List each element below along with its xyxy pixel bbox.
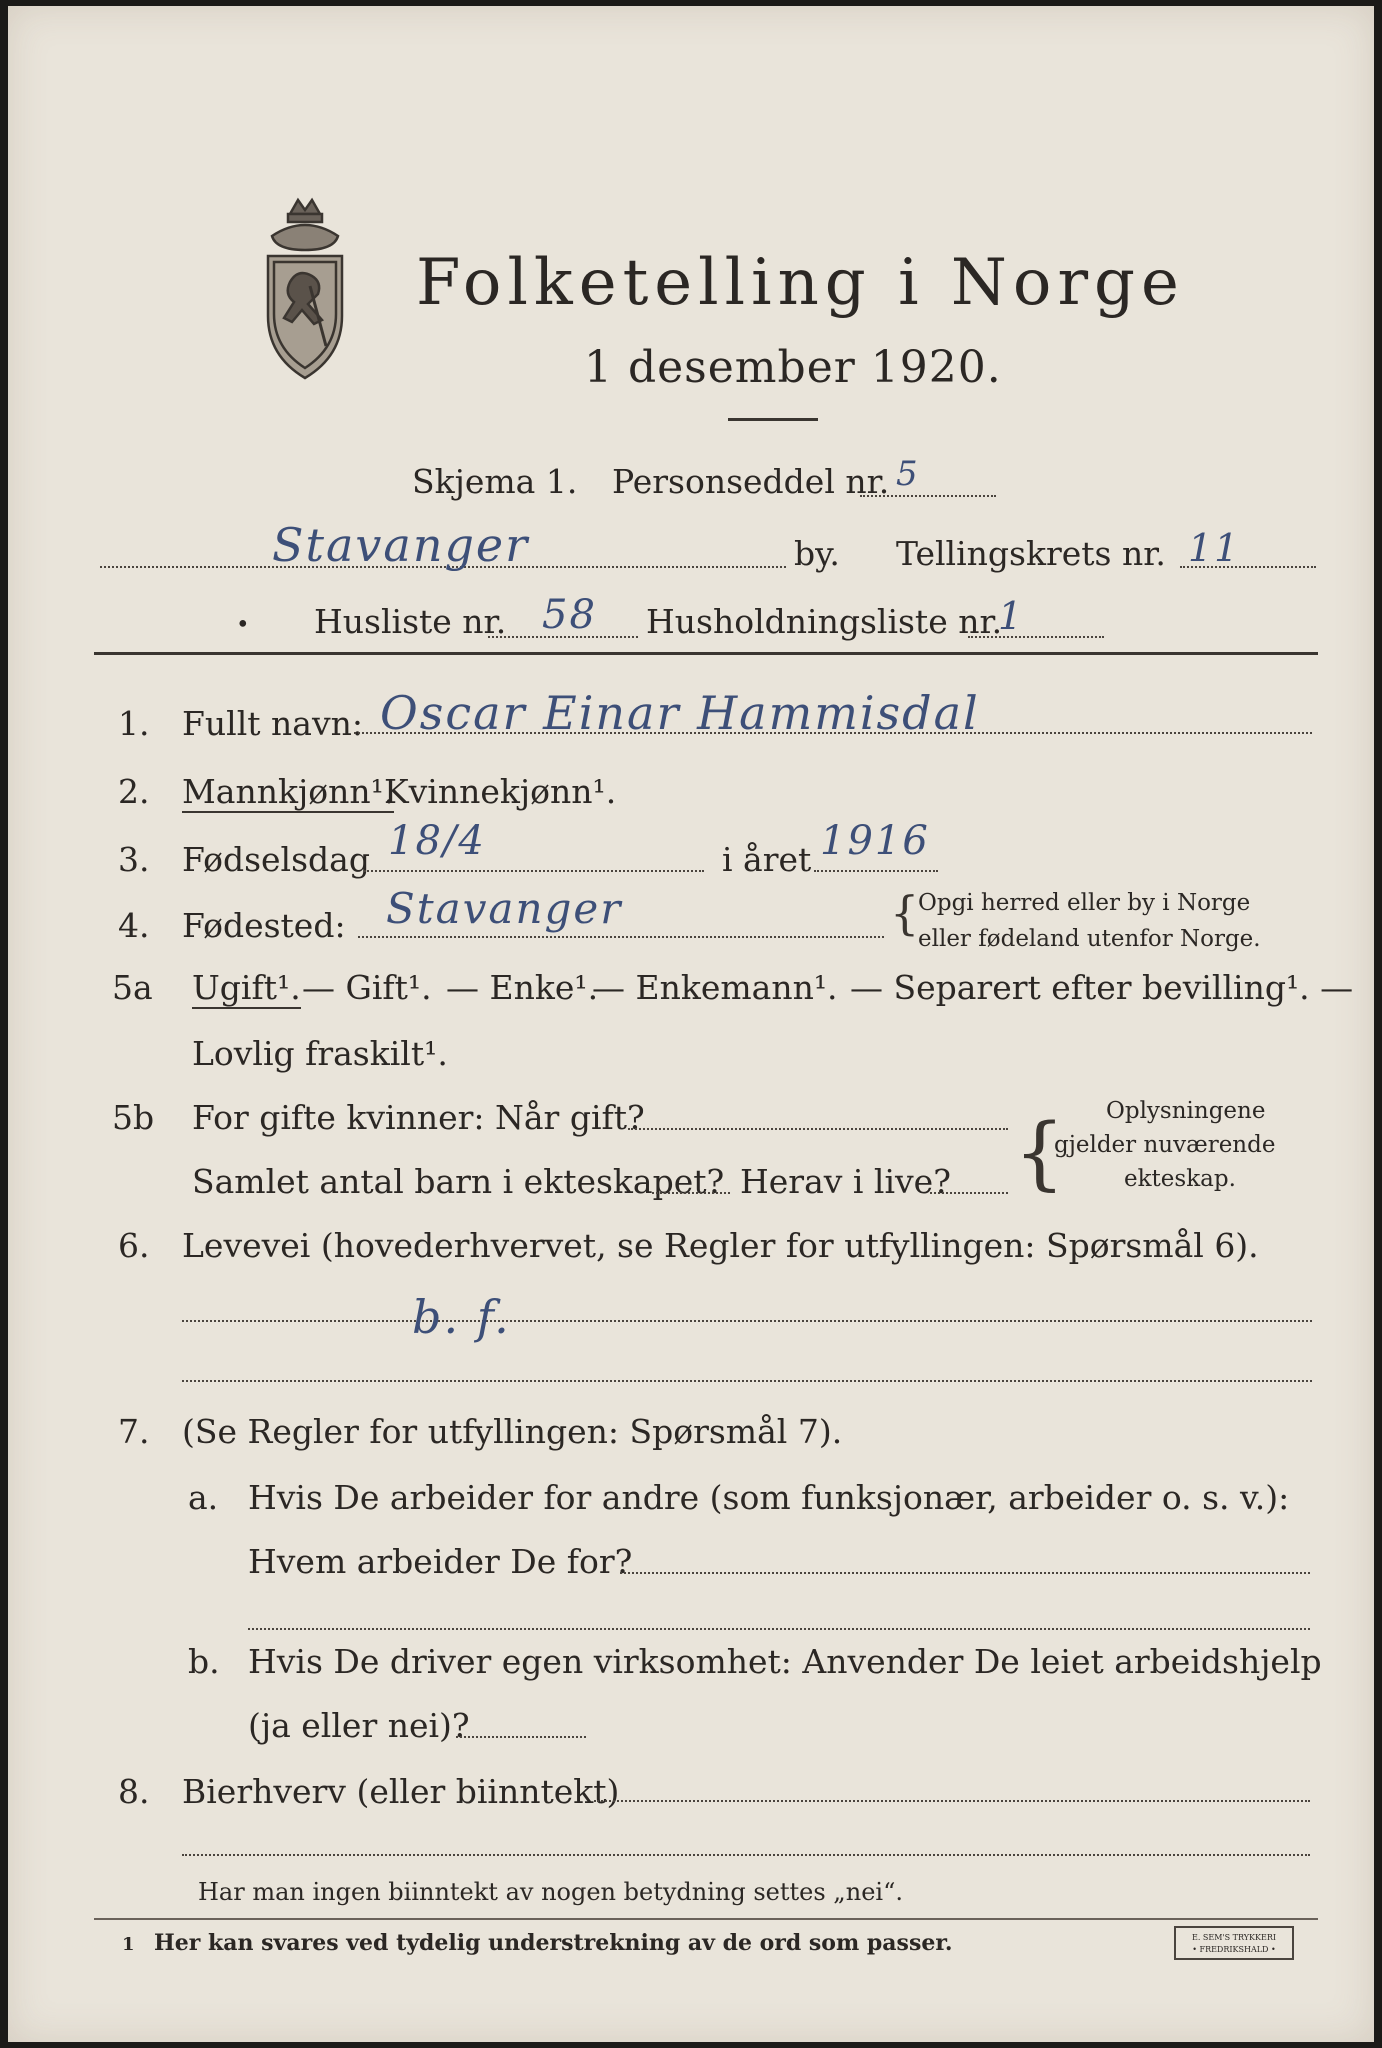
birthday-value[interactable]: 18/4	[388, 818, 486, 864]
marital-fraskilt-option[interactable]: Lovlig fraskilt¹.	[192, 1034, 448, 1073]
children-label: Samlet antal barn i ekteskapet?	[192, 1162, 725, 1201]
bullet-mark: •	[236, 612, 250, 638]
personseddel-value[interactable]: 5	[896, 454, 920, 494]
birthplace-line	[358, 936, 884, 938]
marital-enke-option[interactable]: — Enke¹.	[446, 968, 599, 1007]
q3-label: Fødselsdag	[182, 840, 370, 879]
year-line	[814, 870, 938, 872]
side-income-note: Har man ingen biinntekt av nogen betydning settes „nei“.	[198, 1878, 903, 1906]
marital-enkemann-option[interactable]: — Enkemann¹.	[592, 968, 838, 1007]
q5b-note-line2: gjelder nuværende	[1054, 1132, 1276, 1158]
marital-gift-option[interactable]: — Gift¹.	[302, 968, 432, 1007]
alive-line	[930, 1192, 1008, 1194]
printer-city: • FREDRIKSHALD •	[1192, 1945, 1276, 1954]
q3-number: 3.	[118, 840, 150, 879]
occupation-value[interactable]: b. f.	[412, 1290, 511, 1344]
husliste-value[interactable]: 58	[542, 592, 597, 638]
employer-line-2	[248, 1628, 1310, 1630]
full-name-value[interactable]: Oscar Einar Hammisdal	[380, 686, 980, 740]
q7a-text: Hvis De arbeider for andre (som funksjonær, arbeider o. s. v.):	[248, 1478, 1290, 1517]
birth-year-value[interactable]: 1916	[820, 818, 930, 864]
personseddel-label: Personseddel nr.	[612, 462, 890, 501]
q4-note-line1: Opgi herred eller by i Norge	[918, 890, 1251, 916]
birthday-line	[364, 870, 704, 872]
city-value[interactable]: Stavanger	[272, 518, 530, 572]
q5b-label: For gifte kvinner: Når gift?	[192, 1098, 645, 1137]
city-suffix: by.	[794, 534, 840, 573]
footnote-text: Her kan svares ved tydelig understrekning av de ord som passer.	[154, 1930, 953, 1956]
header-divider	[94, 652, 1318, 655]
personseddel-line	[860, 495, 996, 497]
q4-number: 4.	[118, 906, 150, 945]
q4-label: Fødested:	[182, 906, 346, 945]
employer-line-1	[620, 1572, 1310, 1574]
side-income-line-2	[182, 1854, 1310, 1856]
children-line	[652, 1192, 730, 1194]
husholdning-line	[968, 636, 1104, 638]
marital-separert-option[interactable]: — Separert efter bevilling¹. —	[850, 968, 1354, 1007]
gender-male-option[interactable]: Mannkjønn¹.	[182, 772, 395, 811]
q6-label: Levevei (hovederhvervet, se Regler for utfyllingen: Spørsmål 6).	[182, 1226, 1259, 1265]
husholdning-label: Husholdningsliste nr.	[646, 602, 1003, 641]
form-title: Folketelling i Norge	[416, 246, 1185, 320]
q7-number: 7.	[118, 1412, 150, 1451]
printer-name: E. SEM'S TRYKKERI	[1191, 1933, 1277, 1942]
q5b-note-line3: ekteskap.	[1124, 1166, 1236, 1192]
occupation-line-1	[182, 1320, 1312, 1322]
hired-help-line	[456, 1736, 586, 1738]
q5a-number: 5a	[112, 968, 153, 1007]
husliste-label: Husliste nr.	[314, 602, 507, 641]
footnote-divider	[94, 1918, 1318, 1920]
q8-label: Bierhverv (eller biinntekt)	[182, 1772, 620, 1811]
birthplace-value[interactable]: Stavanger	[386, 884, 623, 933]
q1-label: Fullt navn:	[182, 704, 363, 743]
year-label: i året	[722, 840, 812, 879]
coat-of-arms-icon	[250, 186, 360, 386]
q5b-note-brace: {	[1014, 1106, 1065, 1199]
marital-ugift-option[interactable]: Ugift¹.	[192, 968, 301, 1007]
q7a-question: Hvem arbeider De for?	[248, 1542, 633, 1581]
q1-number: 1.	[118, 704, 150, 743]
printer-stamp	[1174, 1926, 1294, 1960]
q4-note-brace: {	[890, 886, 920, 940]
title-divider	[728, 418, 818, 421]
alive-label: Herav i live?	[740, 1162, 951, 1201]
krets-label: Tellingskrets nr.	[896, 534, 1166, 573]
q5b-note-line1: Oplysningene	[1106, 1098, 1266, 1124]
q7-label: (Se Regler for utfyllingen: Spørsmål 7).	[182, 1412, 843, 1451]
census-form	[8, 6, 1374, 2042]
q4-note-line2: eller fødeland utenfor Norge.	[918, 926, 1261, 952]
census-date: 1 desember 1920.	[584, 342, 1002, 393]
krets-value[interactable]: 11	[1188, 526, 1241, 570]
gender-female-option[interactable]: Kvinnekjønn¹.	[384, 772, 617, 811]
q7b-text: Hvis De driver egen virksomhet: Anvender De leiet arbeidshjelp	[248, 1642, 1322, 1681]
q7a-letter: a.	[188, 1478, 219, 1517]
skjema-label: Skjema 1.	[412, 462, 578, 501]
occupation-line-2	[182, 1380, 1312, 1382]
q2-number: 2.	[118, 772, 150, 811]
footnote-marker: 1	[122, 1934, 135, 1955]
side-income-line-1	[594, 1800, 1310, 1802]
q5b-number: 5b	[112, 1098, 155, 1137]
q7b-question: (ja eller nei)?	[248, 1706, 470, 1745]
husholdning-value[interactable]: 1	[998, 594, 1025, 638]
q7b-letter: b.	[188, 1642, 220, 1681]
marriage-date-line	[628, 1128, 1008, 1130]
q6-number: 6.	[118, 1226, 150, 1265]
q8-number: 8.	[118, 1772, 150, 1811]
